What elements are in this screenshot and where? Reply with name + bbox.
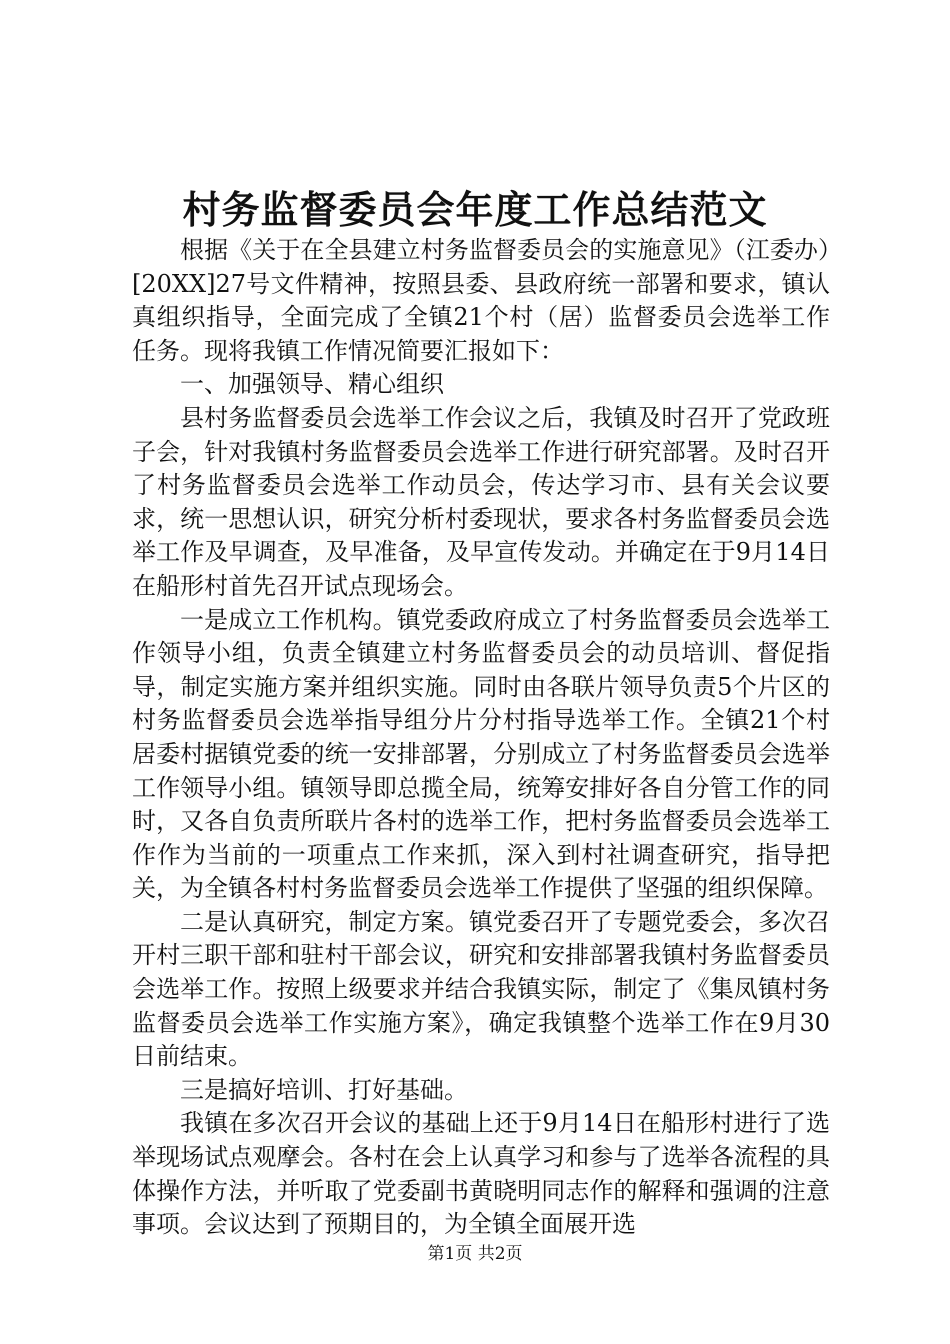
paragraph: 我镇在多次召开会议的基础上还于9月14日在船形村进行了选举现场试点观摩会。各村在会上认真学习和参与了选举各流程的具体操作方法，并听取了党委副书黄晓明同志作的解释和强调的注意事项。会议达到了预期目的，为全镇全面展开选 <box>132 1109 830 1239</box>
paragraph: 县村务监督委员会选举工作会议之后，我镇及时召开了党政班子会，针对我镇村务监督委员会选举工作进行研究部署。及时召开了村务监督委员会选举工作动员会，传达学习市、县有关会议要求，统一思想认识，研究分析村委现状，要求各村务监督委员会选举工作及早调查，及早准备，及早宣传发动。并确定在于9月14日在船形村首先召开试点现场会。 <box>132 403 830 600</box>
paragraph: 根据《关于在全县建立村务监督委员会的实施意见》（江委办）[20XX]27号文件精神，按照县委、县政府统一部署和要求，镇认真组织指导，全面完成了全镇21个村（居）监督委员会选举工作任务。现将我镇工作情况简要汇报如下： <box>132 236 830 365</box>
section-heading: 一、加强领导、精心组织 <box>180 370 444 399</box>
document-title: 村务监督委员会年度工作总结范文 <box>182 187 768 232</box>
page-footer: 第1页 共2页 <box>427 1244 523 1264</box>
document-body <box>132 234 830 1242</box>
sub-heading: 三是搞好培训、打好基础。 <box>180 1075 468 1104</box>
paragraph: 一是成立工作机构。镇党委政府成立了村务监督委员会选举工作领导小组，负责全镇建立村务监督委员会的动员培训、督促指导，制定实施方案并组织实施。同时由各联片领导负责5个片区的村务监督委员会选举指导组分片分村指导选举工作。全镇21个村居委村据镇党委的统一安排部署，分别成立了村务监督委员会选举工作领导小组。镇领导即总揽全局，统筹安排好各自分管工作的同时，又各自负责所联片各村的选举工作，把村务监督委员会选举工作作为当前的一项重点工作来抓，深入到村社调查研究，指导把关，为全镇各村村务监督委员会选举工作提供了坚强的组织保障。 <box>132 605 830 903</box>
paragraph: 二是认真研究，制定方案。镇党委召开了专题党委会，多次召开村三职干部和驻村干部会议，研究和安排部署我镇村务监督委员会选举工作。按照上级要求并结合我镇实际，制定了《集凤镇村务监督委员会选举工作实施方案》，确定我镇整个选举工作在9月30日前结束。 <box>132 907 830 1071</box>
